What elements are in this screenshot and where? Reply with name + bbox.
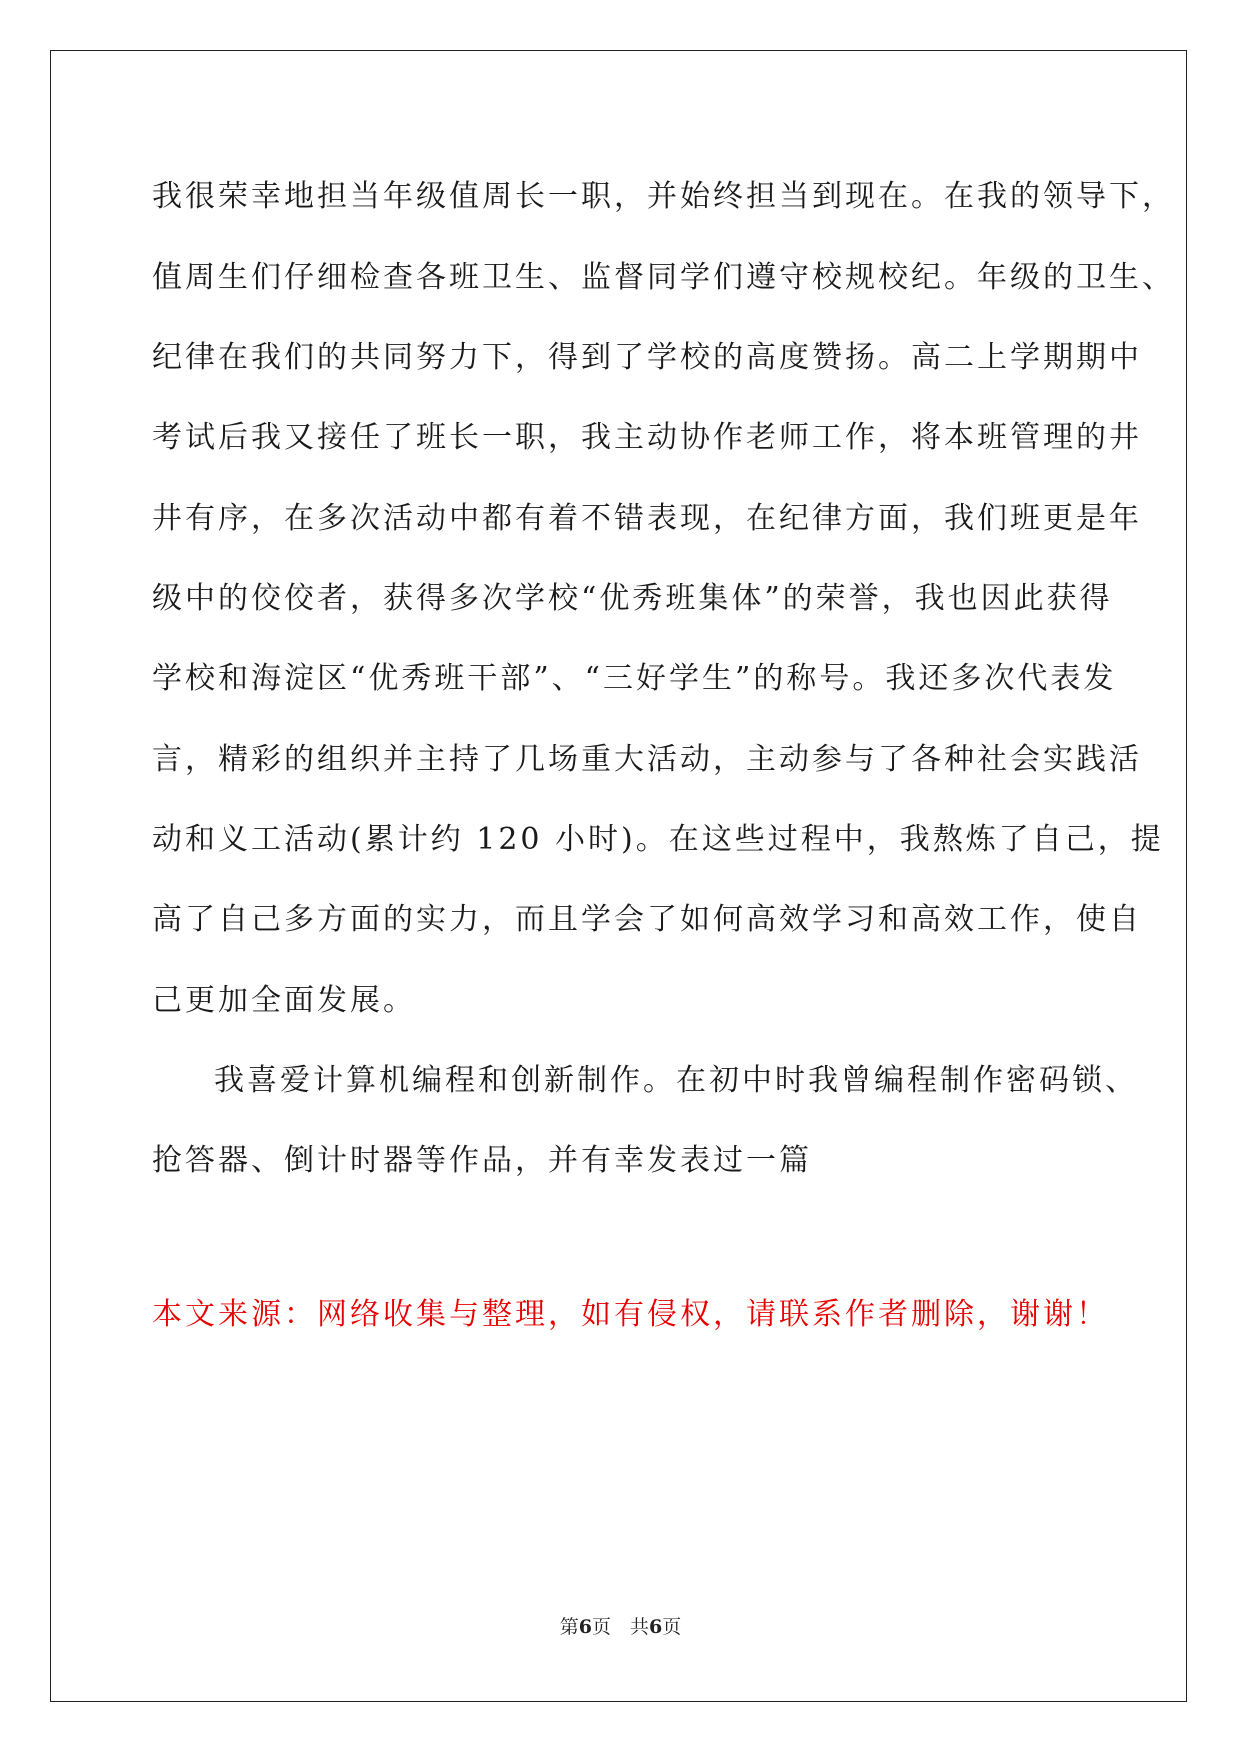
body-line: 高了自己多方面的实力，而且学会了如何高效学习和高效工作，使自 xyxy=(152,902,1142,937)
page-footer xyxy=(0,1612,1241,1639)
footer-prefix: 第 xyxy=(559,1616,579,1638)
body-line: 值周生们仔细检查各班卫生、监督同学们遵守校规校纪。年级的卫生、 xyxy=(152,260,1175,295)
body-line: 级中的佼佼者，获得多次学校“优秀班集体”的荣誉，我也因此获得 xyxy=(152,581,1113,616)
footer-page-total: 6 xyxy=(649,1616,663,1638)
body-line: 动和义工活动(累计约 120 小时)。在这些过程中，我熬炼了自己，提 xyxy=(152,822,1164,857)
footer-page-current: 6 xyxy=(578,1616,592,1638)
copyright-notice: 本文来源：网络收集与整理，如有侵权，请联系作者删除，谢谢！ xyxy=(152,1297,1109,1332)
body-line: 抢答器、倒计时器等作品，并有幸发表过一篇 xyxy=(152,1143,812,1178)
body-line: 我很荣幸地担当年级值周长一职，并始终担当到现在。在我的领导下， xyxy=(152,179,1175,214)
body-line: 言，精彩的组织并主持了几场重大活动，主动参与了各种社会实践活 xyxy=(152,742,1142,777)
body-line: 纪律在我们的共同努力下，得到了学校的高度赞扬。高二上学期期中 xyxy=(152,340,1142,375)
footer-suffix: 页 xyxy=(662,1616,682,1638)
body-line: 己更加全面发展。 xyxy=(152,983,416,1018)
body-line: 考试后我又接任了班长一职，我主动协作老师工作，将本班管理的井 xyxy=(152,420,1142,455)
page-border xyxy=(50,50,1187,1702)
body-line: 井有序，在多次活动中都有着不错表现，在纪律方面，我们班更是年 xyxy=(152,501,1142,536)
body-line: 学校和海淀区“优秀班干部”、“三好学生”的称号。我还多次代表发 xyxy=(152,661,1117,696)
footer-mid: 页 共 xyxy=(591,1616,649,1638)
paragraph-first-line: 我喜爱计算机编程和创新制作。在初中时我曾编程制作密码锁、 xyxy=(214,1063,1138,1098)
